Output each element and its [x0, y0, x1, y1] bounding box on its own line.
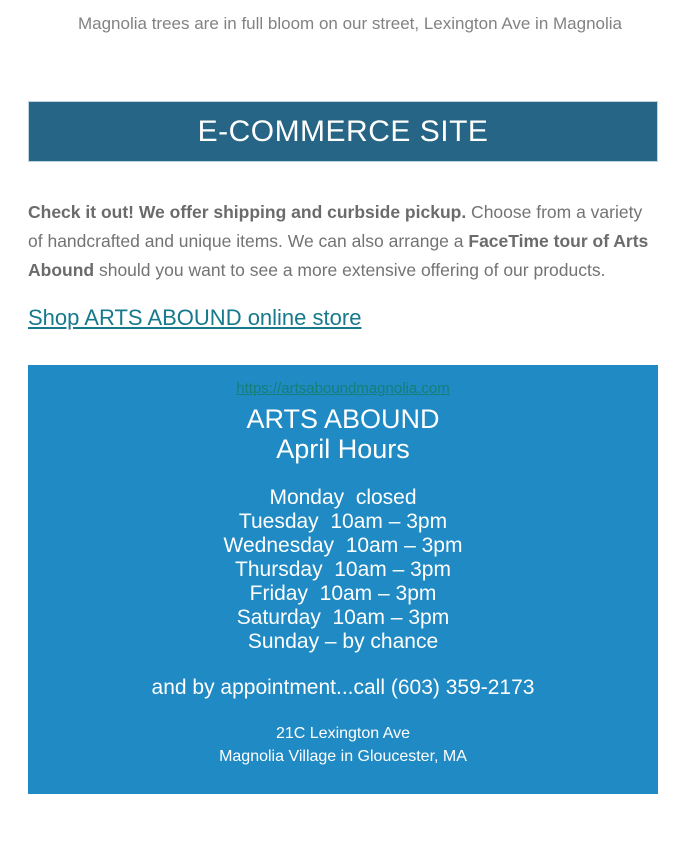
appointment-phone-line: and by appointment...call (603) 359-2173 — [151, 676, 535, 699]
hours-card-subtitle: April Hours — [276, 434, 410, 464]
hours-line-saturday: Saturday 10am – 3pm — [236, 606, 450, 629]
shipping-paragraph-tail: should you want to see a more extensive offering of our products. — [94, 260, 606, 280]
shipping-paragraph-bold-lead: Check it out! We offer shipping and curbside pickup. — [28, 202, 467, 222]
hours-line-tuesday: Tuesday 10am – 3pm — [238, 510, 448, 533]
hours-card — [28, 365, 658, 794]
hours-line-thursday: Thursday 10am – 3pm — [235, 558, 451, 581]
ecommerce-banner-title: E-COMMERCE SITE — [197, 115, 489, 148]
shop-link-row — [28, 305, 700, 331]
hours-line-wednesday: Wednesday 10am – 3pm — [223, 534, 463, 557]
shipping-paragraph — [28, 198, 650, 285]
shop-online-store-link[interactable]: Shop ARTS ABOUND online store — [28, 305, 362, 330]
shipping-paragraph-mid: Choose from a variety of handcrafted and unique items. We can also arrange a — [28, 202, 643, 251]
hours-list — [28, 486, 658, 654]
hours-card-title: ARTS ABOUND — [246, 404, 440, 434]
shipping-paragraph-bold-facetime: FaceTime tour of Arts Abound — [28, 231, 649, 280]
store-url-link[interactable]: https://artsaboundmagnolia.com — [236, 380, 450, 397]
hours-line-friday: Friday 10am – 3pm — [249, 582, 437, 605]
store-address — [28, 722, 658, 768]
store-address-street: 21C Lexington Ave — [275, 725, 411, 742]
store-address-city: Magnolia Village in Gloucester, MA — [219, 748, 467, 765]
intro-caption: Magnolia trees are in full bloom on our street, Lexington Ave in Magnolia — [77, 14, 622, 33]
hours-line-sunday: Sunday – by chance — [247, 630, 439, 653]
hours-line-monday: Monday closed — [269, 486, 417, 509]
ecommerce-banner — [28, 101, 658, 162]
